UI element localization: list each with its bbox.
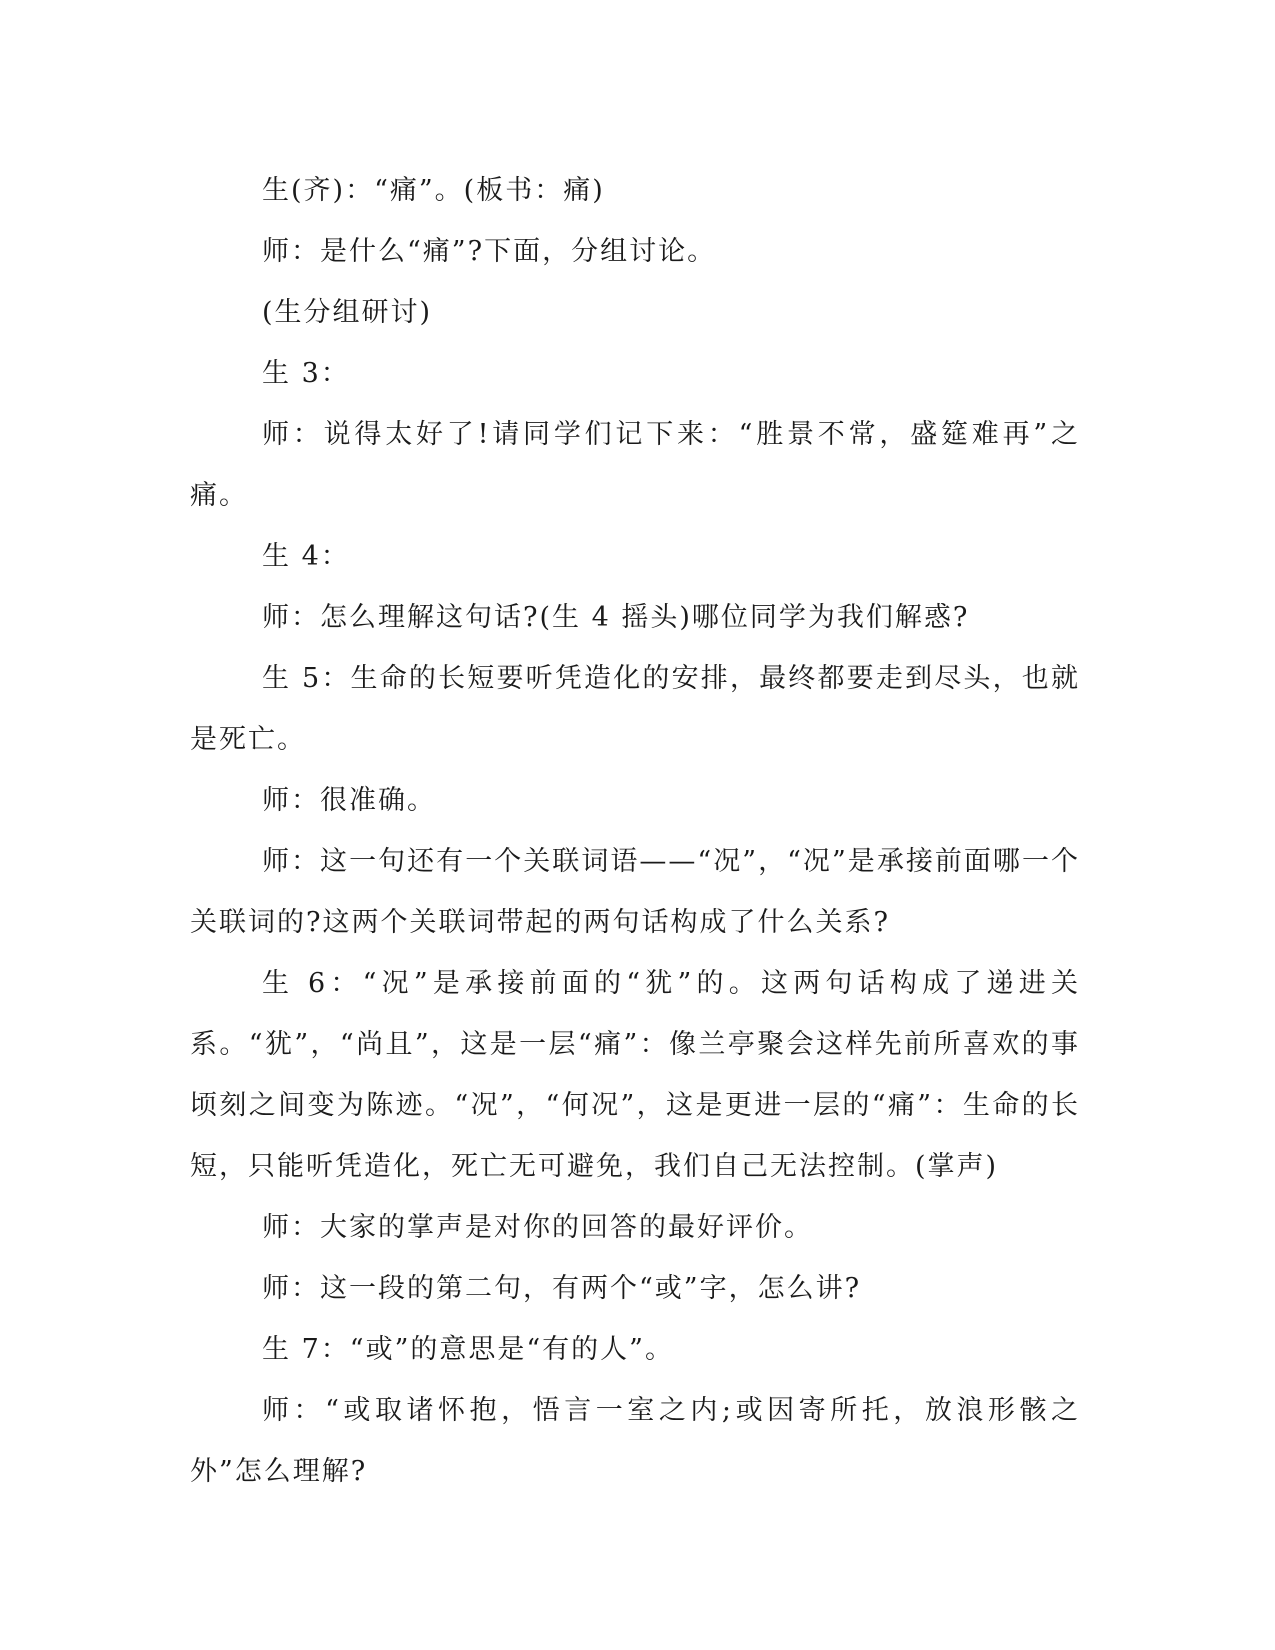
paragraph-teacher-conjunction: 师：这一句还有一个关联词语——“况”，“况”是承接前面哪一个关联词的?这两个关联词带起的两句话构成了什么关系?	[190, 846, 1080, 938]
paragraph-student-4: 生 4：	[262, 541, 350, 572]
paragraph-student-5: 生 5：生命的长短要听凭造化的安排，最终都要走到尽头，也就是死亡。	[190, 663, 1080, 755]
paragraph-student-6: 生 6：“况”是承接前面的“犹”的。这两句话构成了递进关系。“犹”，“尚且”，这是一层“痛”：像兰亭聚会这样先前所喜欢的事顷刻之间变为陈迹。“况”，“何况”，这是更进一层的“痛”：生命的长短，只能听凭造化，死亡无可避免，我们自己无法控制。(掌声)	[190, 968, 1080, 1182]
paragraph-teacher-final-question: 师：“或取诸怀抱，悟言一室之内;或因寄所托，放浪形骸之外”怎么理解?	[190, 1395, 1080, 1487]
paragraph-group-discussion: (生分组研讨)	[262, 297, 433, 328]
paragraph-student-chorus: 生(齐)：“痛”。(板书：痛)	[262, 175, 605, 206]
document-body	[190, 160, 1080, 1502]
paragraph-student-7: 生 7：“或”的意思是“有的人”。	[262, 1334, 674, 1365]
paragraph-teacher-accurate: 师：很准确。	[262, 785, 436, 816]
paragraph-teacher-second-sentence: 师：这一段的第二句，有两个“或”字，怎么讲?	[262, 1273, 862, 1304]
paragraph-teacher-question: 师：是什么“痛”?下面，分组讨论。	[262, 236, 717, 267]
paragraph-teacher-applause: 师：大家的掌声是对你的回答的最好评价。	[262, 1212, 813, 1243]
paragraph-student-3: 生 3：	[262, 358, 350, 389]
paragraph-teacher-praise: 师：说得太好了!请同学们记下来：“胜景不常，盛筵难再”之痛。	[190, 419, 1080, 511]
paragraph-teacher-understanding: 师：怎么理解这句话?(生 4 摇头)哪位同学为我们解惑?	[262, 602, 970, 633]
